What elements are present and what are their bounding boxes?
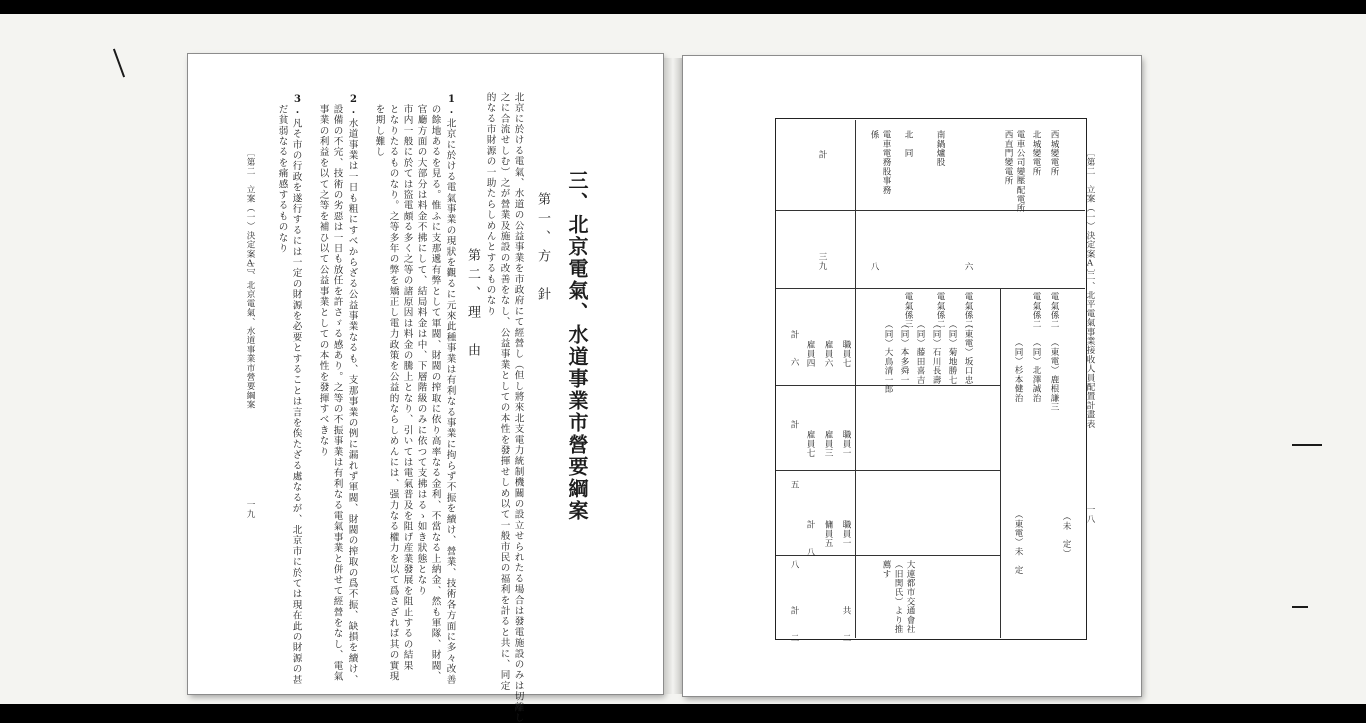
policy-line-3: 的なる市財源の一助たらしめんとするものなり bbox=[484, 92, 496, 317]
reason2-line-2: 設備の不完、技術の劣惡は一日も放任を許さゞる感あり。之等の不振事業は有利なる電氣事業と併せて經營をなし、電氣 bbox=[331, 104, 343, 682]
reason1-line-5: となりたるものなり。之等多年の弊を矯正し電力政策を公益的ならしめんには、强力なる權力を以て爲さざれば其の實現 bbox=[387, 104, 399, 682]
post-2: 電氣係二 bbox=[1031, 292, 1041, 329]
book-spine bbox=[664, 58, 682, 694]
staff-name: （東電）鹿根謙三 bbox=[1049, 338, 1059, 412]
office-north: 北城變電所 bbox=[1031, 130, 1041, 176]
policy-line-1: 北京に於ける電氣、水道の公益事業を市政府にて經營し（但し將來北支電力統制機關の設立せられたる場合は發電施設のみは切離し bbox=[512, 92, 524, 723]
grid-line bbox=[776, 210, 1085, 211]
reason2-line-3: 事業の利益を以て之等を補ひ以て公益事業としての本性を發揮すべきなり bbox=[317, 104, 329, 458]
staff-name: （同）菊地勝七 bbox=[947, 320, 957, 385]
item-number-2: 2. bbox=[348, 94, 359, 116]
office-tram: 電車公司變壓配電所西直門變電所 bbox=[1003, 130, 1025, 213]
tally-total: 五 bbox=[789, 480, 799, 490]
reason1-line-6: を期し難し bbox=[373, 104, 385, 158]
staff-name: （同）石川長壽 bbox=[931, 320, 941, 385]
office-south-boiler: 南鍋爐股 bbox=[935, 130, 945, 167]
tally-total: 八 bbox=[789, 560, 799, 570]
right-page-number: 一八 bbox=[1085, 505, 1095, 524]
grid-line bbox=[1000, 288, 1001, 638]
scan-mark bbox=[1292, 606, 1308, 608]
tally-count: 傭員五 bbox=[823, 520, 833, 548]
tally-employees: 雇員三 bbox=[823, 430, 833, 458]
office-tram-affairs: 電車電務股事務係 bbox=[869, 130, 891, 195]
staff-name: （同）杉本健治 bbox=[1013, 338, 1023, 403]
right-header-title: 二、北平電氣事業接收人員配置計畫表 bbox=[1085, 272, 1095, 429]
tally-count: 共 二 bbox=[841, 606, 851, 643]
section-heading-policy: 第一、方 針 bbox=[535, 192, 550, 306]
tally-employees: 雇員六 bbox=[823, 340, 833, 368]
scanned-spread bbox=[0, 14, 1366, 704]
scan-mark bbox=[1292, 444, 1322, 446]
tally-employees: 雇員四 bbox=[805, 340, 815, 368]
reason3-line-1: 凡そ市の行政を遂行するには一定の財源を必要とすることは言を俟たざる處なるが、北京市に於ては現在此の財源の甚 bbox=[290, 118, 302, 686]
staff-name: （同）大鳥清一郎 bbox=[883, 320, 893, 394]
tally-staff: 職員一 bbox=[841, 520, 851, 548]
reason1-line-3: 官廳方面の大部分は料金不拂にして、結局料金は中、下層階級のみに依つて支拂はるゝ如き狀態となり bbox=[415, 104, 427, 597]
tally-total: 計 六 bbox=[789, 330, 799, 367]
post-3: 電氣係二 bbox=[963, 292, 973, 329]
count-affairs: 八 bbox=[869, 262, 879, 272]
section-heading-reasons: 第二、理 由 bbox=[465, 248, 480, 362]
left-footer-section: 三、北京電氣、水道事業市營要綱案 bbox=[245, 262, 255, 410]
reason2-line-1: 水道事業は一日も粗にすべからざる公益事業なるも、支那事業の例に漏れず軍閥、財閥の搾取の爲不振、缺損を續け、 bbox=[346, 118, 358, 686]
tally-employees: 雇員七 bbox=[805, 430, 815, 458]
count-total: 三九 bbox=[817, 252, 827, 271]
staff-name: （同）藤田喜吉 bbox=[915, 320, 925, 385]
post-4: 電氣係二 bbox=[935, 292, 945, 329]
grid-line bbox=[776, 470, 1001, 471]
policy-line-2: 之に合流せしむ）之が營業及施設の改善をなし、公益事業としての本性を發揮せしめ以て一般市民の福利を計ると共に、同定 bbox=[498, 92, 510, 692]
count-tram: 六 bbox=[963, 262, 973, 272]
item-number-1: 1. bbox=[446, 94, 457, 116]
staff-name: （同）本多舜一 bbox=[899, 320, 909, 385]
tally-count: 計 八 bbox=[805, 520, 815, 557]
office-total: 計 bbox=[817, 150, 827, 160]
grid-line bbox=[855, 120, 856, 638]
grid-line bbox=[776, 288, 1085, 289]
remark-note: 大連都市交通會社（旧関氏）より推薦す bbox=[881, 560, 915, 634]
right-header-part: 〔第二 立案（一）決定案A〕 bbox=[1085, 148, 1095, 279]
page-title: 三、北京電氣、水道事業市營要綱案 bbox=[565, 170, 589, 522]
item-number-3: 3. bbox=[292, 94, 303, 116]
reason1-line-1: 北京に於ける電氣事業の現狀を觀るに元來此種事業は有利なる事業に拘らず不振を續け、營業、技術各方面に多々改善 bbox=[444, 118, 456, 686]
reason1-line-4: 市内一般に於ては盜電頗る多く之等の諸原因は料金の騰上となり、引いては電氣普及を阻げ産業發展を阻止するの結果 bbox=[401, 104, 413, 672]
staff-name: （東電）坂口忠 bbox=[963, 320, 973, 385]
tally-staff: 職員一 bbox=[841, 430, 851, 458]
post-5: 電氣係三 bbox=[903, 292, 913, 329]
tally-staff: 職員七 bbox=[841, 340, 851, 368]
left-page-number: 一九 bbox=[245, 500, 255, 519]
undecided-note: （東電）未 定 bbox=[1013, 510, 1023, 575]
staff-name: （同）北澤誠治 bbox=[1031, 338, 1041, 403]
office-west: 西城變電所 bbox=[1049, 130, 1059, 176]
office-north-same: 北 同 bbox=[903, 130, 913, 158]
left-footer-part: 〔第二 立案（一）決定案A〕 bbox=[245, 148, 255, 279]
reason1-line-2: の餘地あるを見る。惟ふに支那遞有弊として軍閥、財閥の搾取に依り高率なる金利、不當なる上納金、然も軍隊、財閥、 bbox=[429, 104, 441, 682]
reason3-line-2: だ貧弱なるを痛感するものなり bbox=[276, 104, 288, 254]
tally-count: 計 二 bbox=[789, 606, 799, 643]
tally-total: 計 bbox=[789, 420, 799, 430]
post-1: 電氣係二 bbox=[1049, 292, 1059, 329]
status-undecided: （未 定） bbox=[1061, 512, 1071, 558]
